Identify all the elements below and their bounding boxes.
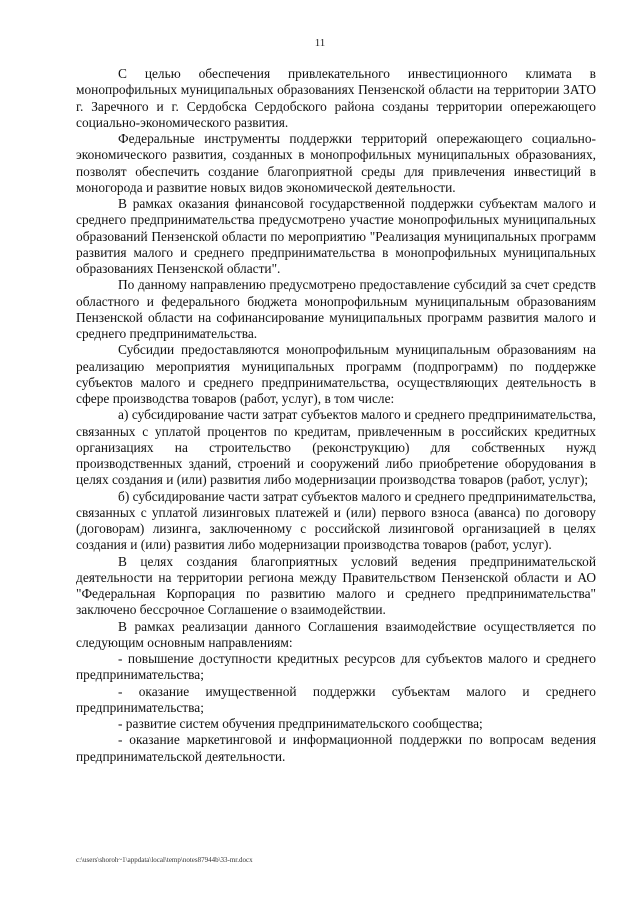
body-text xyxy=(76,66,596,765)
paragraph: В рамках оказания финансовой государственной поддержки субъектам малого и среднего предпринимательства предусмотрено участие монопрофильных муниципальных образований Пензенской области по мероприятию "Реализация муниципальных программ развития малого и среднего предпринимательства в монопрофильных муниципальных образованиях Пензенской области". xyxy=(76,196,596,276)
page-number: 11 xyxy=(314,37,326,49)
list-item-a: а) субсидирование части затрат субъектов малого и среднего предпринимательства, связанных с уплатой процентов по кредитам, привлеченным в российских кредитных организациях на строительство (реконструкцию) для собственных нужд производственных зданий, строений и сооружений либо приобретение оборудования в целях создания и (или) развития либо модернизации производства товаров (работ, услуг); xyxy=(76,407,596,488)
bullet-item: - развитие систем обучения предпринимательского сообщества; xyxy=(118,716,483,731)
bullet-item: - оказание имущественной поддержки субъектам малого и среднего предпринимательства; xyxy=(76,683,596,715)
list-item-b: б) субсидирование части затрат субъектов малого и среднего предпринимательства, связанных с уплатой лизинговых платежей и (или) первого взноса (аванса) по договору (договорам) лизинга, заключенному с российской лизинговой организацией в целях создания и (или) развития либо модернизации производства товаров (работ, услуг). xyxy=(76,488,596,553)
paragraph: С целью обеспечения привлекательного инвестиционного климата в монопрофильных муниципальных образованиях Пензенской области на территории ЗАТО г. Заречного и г. Сердобска Сердобского района созданы территории опережающего социально-экономического развития. xyxy=(76,66,596,130)
paragraph: По данному направлению предусмотрено предоставление субсидий за счет средств областного и федерального бюджета монопрофильным муниципальным образованиям Пензенской области на софинансирование муниципальных программ развития малого и среднего предпринимательства. xyxy=(76,277,596,341)
paragraph: Субсидии предоставляются монопрофильным муниципальным образованиям на реализацию мероприятия муниципальных программ (подпрограмм) по поддержке субъектов малого и среднего предпринимательства, осуществляющих деятельность в сфере производства товаров (работ, услуг), в том числе: xyxy=(76,342,596,406)
paragraph: Федеральные инструменты поддержки территорий опережающего социально-экономического развития, созданных в монопрофильных муниципальных образованиях, позволят обеспечить создание благоприятной среды для привлечения инвестиций в моногорода и развитие новых видов экономической деятельности. xyxy=(76,131,596,195)
footer-file-path: c:\users\shoroh~1\appdata\local\temp\notes87944b\33-mr.docx xyxy=(76,856,253,864)
bullet-item: - повышение доступности кредитных ресурсов для субъектов малого и среднего предпринимательства; xyxy=(76,651,596,683)
paragraph: В целях создания благоприятных условий ведения предпринимательской деятельности на территории региона между Правительством Пензенской области и АО "Федеральная Корпорация по развитию малого и среднего предпринимательства" заключено бессрочное Соглашение о взаимодействии. xyxy=(76,553,596,618)
paragraph: В рамках реализации данного Соглашения взаимодействие осуществляется по следующим основным направлениям: xyxy=(76,618,596,650)
bullet-item: - оказание маркетинговой и информационной поддержки по вопросам ведения предпринимательской деятельности. xyxy=(76,732,596,764)
